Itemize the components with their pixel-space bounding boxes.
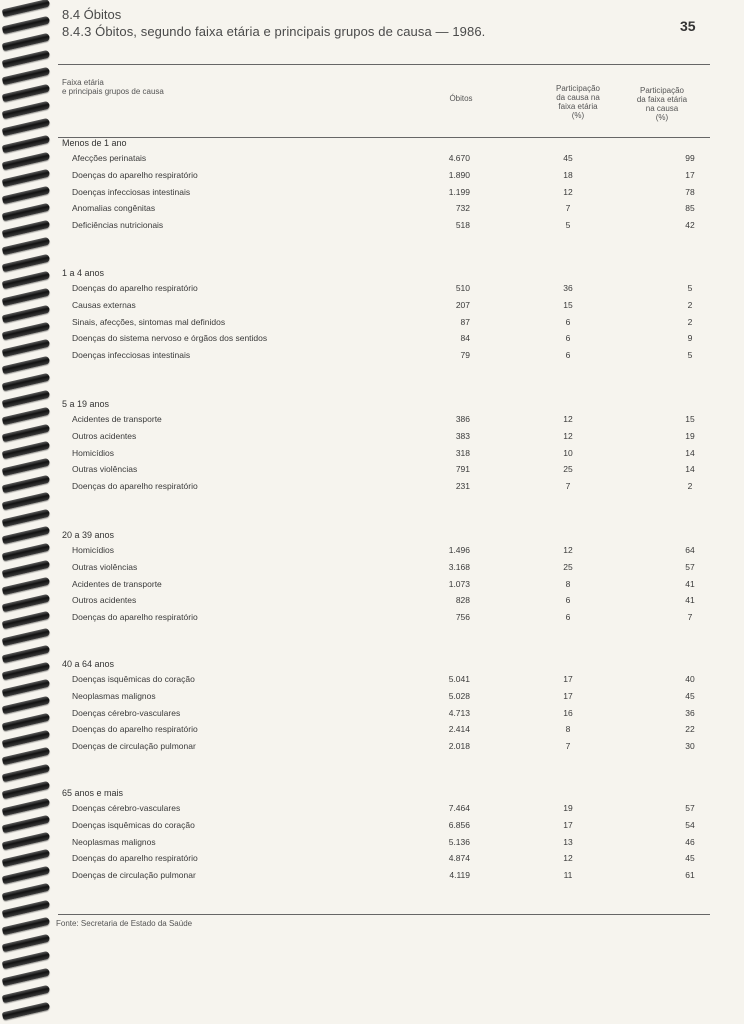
obitos-cell: 383 — [455, 430, 470, 441]
pct-faixa-cell: 41 — [685, 595, 695, 606]
age-group-heading: 20 a 39 anos — [62, 530, 115, 540]
pct-causa-cell: 5 — [565, 220, 571, 231]
binding-ring — [2, 101, 51, 120]
binding-ring — [2, 67, 51, 86]
obitos-cell: 518 — [455, 220, 470, 231]
obitos-cell: 4.119 — [449, 870, 470, 881]
obitos-cell: 5.028 — [448, 690, 470, 701]
pct-faixa-cell: 2 — [687, 481, 693, 492]
obitos-cell: 7.464 — [448, 803, 470, 813]
pct-causa-cell: 25 — [563, 464, 573, 475]
obitos-cell: 84 — [460, 333, 470, 344]
cause-cell: Sinais, afecções, sintomas mal definidos — [72, 316, 226, 327]
pct-faixa-cell: 2 — [687, 299, 693, 310]
pct-faixa-cell: 15 — [685, 414, 695, 424]
table-row — [0, 481, 744, 497]
binding-ring — [2, 526, 51, 545]
cause-cell: Doenças de circulação pulmonar — [72, 870, 196, 881]
obitos-cell: 3.168 — [448, 561, 470, 572]
pct-faixa-cell: 99 — [685, 153, 695, 163]
age-group-heading: 5 a 19 anos — [62, 399, 110, 409]
table-row — [0, 220, 744, 236]
binding-ring — [2, 934, 51, 953]
pct-causa-cell: 36 — [563, 283, 573, 293]
binding-ring — [2, 373, 51, 392]
binding-ring — [2, 764, 51, 783]
obitos-cell: 2.018 — [448, 741, 470, 752]
obitos-cell: 756 — [455, 612, 470, 623]
pct-faixa-cell: 5 — [687, 283, 693, 293]
pct-causa-cell: 17 — [563, 690, 573, 701]
table-row — [0, 283, 744, 299]
pct-causa-cell: 12 — [563, 545, 573, 555]
pct-causa-cell: 12 — [563, 853, 573, 864]
binding-ring — [2, 50, 51, 69]
pct-faixa-cell: 64 — [685, 545, 695, 555]
cause-cell: Acidentes de transporte — [72, 414, 162, 424]
footer-rule — [58, 914, 710, 915]
binding-ring — [2, 781, 51, 800]
table-row — [0, 612, 744, 628]
binding-ring — [2, 628, 51, 647]
column-header-line: Faixa etária — [62, 78, 104, 87]
obitos-cell: 386 — [455, 414, 470, 424]
header-rule — [58, 64, 710, 65]
table-row — [0, 333, 744, 349]
pct-causa-cell: 18 — [563, 169, 573, 180]
cause-cell: Doenças cérebro-vasculares — [72, 803, 181, 813]
cause-cell: Outros acidentes — [72, 595, 137, 606]
table-row — [0, 300, 744, 316]
cause-cell: Causas externas — [72, 299, 136, 310]
cause-cell: Doenças isquêmicas do coração — [72, 819, 195, 830]
column-header-cause — [62, 78, 262, 96]
pct-causa-cell: 12 — [563, 430, 573, 441]
pct-faixa-cell: 45 — [685, 690, 695, 701]
table-row — [0, 545, 744, 561]
cause-cell: Neoplasmas malignos — [72, 690, 156, 701]
pct-causa-cell: 12 — [563, 414, 573, 424]
pct-causa-cell: 6 — [565, 316, 571, 327]
binding-ring — [2, 0, 51, 17]
table-row — [0, 724, 744, 740]
column-header-line: Óbitos — [449, 94, 473, 103]
cause-cell: Outras violências — [72, 561, 138, 572]
pct-faixa-cell: 61 — [685, 870, 695, 881]
pct-faixa-cell: 40 — [685, 674, 695, 684]
cause-cell: Neoplasmas malignos — [72, 836, 156, 847]
pct-causa-cell: 25 — [563, 561, 573, 572]
column-header-pct-causa — [540, 84, 616, 120]
binding-ring — [2, 900, 51, 919]
obitos-cell: 318 — [455, 447, 470, 458]
pct-faixa-cell: 54 — [685, 819, 695, 830]
table-row — [0, 595, 744, 611]
column-header-line: Participação — [555, 84, 601, 93]
table-row — [0, 674, 744, 690]
pct-faixa-cell: 22 — [685, 724, 695, 735]
column-header-line: e principais grupos de causa — [62, 87, 164, 96]
column-header-line: Participação — [639, 86, 685, 95]
binding-ring — [2, 985, 51, 1004]
section-heading: 8.4 Óbitos — [62, 7, 122, 22]
binding-ring — [2, 237, 51, 256]
table-row — [0, 448, 744, 464]
column-header-rule — [58, 137, 710, 138]
column-header-pct-faixa — [622, 86, 702, 122]
pct-causa-cell: 17 — [563, 819, 573, 830]
pct-faixa-cell: 30 — [685, 741, 695, 752]
table-row — [0, 870, 744, 886]
table-row — [0, 203, 744, 219]
pct-faixa-cell: 46 — [685, 836, 695, 847]
pct-faixa-cell: 14 — [685, 447, 695, 458]
table-row — [0, 317, 744, 333]
pct-causa-cell: 12 — [563, 186, 573, 197]
binding-ring — [2, 135, 51, 154]
binding-ring — [2, 390, 51, 409]
pct-faixa-cell: 45 — [685, 853, 695, 864]
binding-ring — [2, 509, 51, 528]
pct-causa-cell: 7 — [565, 481, 571, 492]
pct-causa-cell: 6 — [565, 333, 571, 344]
obitos-cell: 828 — [455, 595, 470, 606]
column-header-line: da faixa etária — [636, 95, 688, 104]
binding-ring — [2, 84, 51, 103]
pct-causa-cell: 6 — [565, 595, 571, 606]
pct-causa-cell: 11 — [563, 870, 573, 881]
cause-cell: Afecções perinatais — [72, 153, 147, 163]
pct-causa-cell: 16 — [563, 707, 573, 718]
pct-faixa-cell: 78 — [685, 186, 695, 197]
age-group-heading: Menos de 1 ano — [62, 138, 127, 148]
cause-cell: Doenças infecciosas intestinais — [72, 350, 191, 361]
pct-faixa-cell: 42 — [685, 220, 695, 231]
binding-ring — [2, 254, 51, 273]
table-row — [0, 741, 744, 757]
pct-faixa-cell: 57 — [685, 803, 695, 813]
cause-cell: Doenças do aparelho respiratório — [72, 283, 198, 293]
cause-cell: Outros acidentes — [72, 430, 137, 441]
obitos-cell: 231 — [455, 481, 470, 492]
pct-causa-cell: 10 — [563, 447, 573, 458]
table-row — [0, 414, 744, 430]
table-row — [0, 579, 744, 595]
table-row — [0, 820, 744, 836]
cause-cell: Doenças do aparelho respiratório — [72, 853, 198, 864]
table-row — [0, 187, 744, 203]
binding-ring — [2, 917, 51, 936]
column-header-line: (%) — [571, 111, 585, 120]
obitos-cell: 510 — [455, 283, 470, 293]
binding-ring — [2, 645, 51, 664]
pct-causa-cell: 45 — [563, 153, 573, 163]
cause-cell: Homicídios — [72, 447, 115, 458]
cause-cell: Outras violências — [72, 464, 138, 475]
obitos-cell: 1.073 — [448, 578, 470, 589]
table-row — [0, 170, 744, 186]
cause-cell: Doenças do aparelho respiratório — [72, 481, 198, 492]
pct-faixa-cell: 9 — [687, 333, 693, 344]
age-group-heading: 65 anos e mais — [62, 788, 124, 798]
obitos-cell: 1.890 — [448, 169, 470, 180]
obitos-cell: 4.874 — [448, 853, 470, 864]
pct-faixa-cell: 14 — [685, 464, 695, 475]
cause-cell: Homicídios — [72, 545, 115, 555]
obitos-cell: 5.041 — [448, 674, 470, 684]
age-group-heading: 40 a 64 anos — [62, 659, 115, 669]
cause-cell: Doenças do aparelho respiratório — [72, 169, 198, 180]
table-row — [0, 853, 744, 869]
table-row — [0, 431, 744, 447]
obitos-cell: 2.414 — [448, 724, 470, 735]
column-header-obitos — [432, 94, 490, 103]
pct-causa-cell: 8 — [565, 578, 571, 589]
cause-cell: Deficiências nutricionais — [72, 220, 164, 231]
age-group-heading: 1 a 4 anos — [62, 268, 105, 278]
cause-cell: Doenças isquêmicas do coração — [72, 674, 195, 684]
table-row — [0, 350, 744, 366]
column-header-line: da causa na — [556, 93, 600, 102]
table-row — [0, 691, 744, 707]
column-header-line: (%) — [655, 113, 669, 122]
cause-cell: Doenças do aparelho respiratório — [72, 724, 198, 735]
pct-faixa-cell: 36 — [685, 707, 695, 718]
table-row — [0, 837, 744, 853]
pct-causa-cell: 7 — [565, 203, 571, 214]
cause-cell: Doenças cérebro-vasculares — [72, 707, 181, 718]
obitos-cell: 87 — [460, 316, 470, 327]
pct-causa-cell: 6 — [565, 350, 571, 361]
table-row — [0, 562, 744, 578]
pct-causa-cell: 13 — [563, 836, 573, 847]
pct-causa-cell: 15 — [563, 299, 573, 310]
binding-ring — [2, 33, 51, 52]
table-row — [0, 708, 744, 724]
binding-ring — [2, 118, 51, 137]
page-number: 35 — [680, 18, 696, 34]
cause-cell: Doenças do sistema nervoso e órgãos dos sentidos — [72, 333, 268, 344]
binding-ring — [2, 968, 51, 987]
cause-cell: Acidentes de transporte — [72, 578, 162, 589]
table-row — [0, 153, 744, 169]
binding-ring — [2, 16, 51, 35]
cause-cell: Anomalias congênitas — [72, 203, 156, 214]
obitos-cell: 1.199 — [448, 186, 470, 197]
pct-causa-cell: 6 — [565, 612, 571, 623]
pct-causa-cell: 17 — [563, 674, 573, 684]
obitos-cell: 207 — [455, 299, 470, 310]
pct-faixa-cell: 17 — [685, 169, 695, 180]
pct-causa-cell: 19 — [563, 803, 573, 813]
pct-faixa-cell: 85 — [685, 203, 695, 214]
column-header-line: na causa — [645, 104, 679, 113]
binding-ring — [2, 1002, 51, 1021]
obitos-cell: 732 — [455, 203, 470, 214]
obitos-cell: 1.496 — [448, 545, 470, 555]
pct-faixa-cell: 19 — [685, 430, 695, 441]
pct-faixa-cell: 7 — [687, 612, 693, 623]
obitos-cell: 79 — [460, 350, 470, 361]
table-title: 8.4.3 Óbitos, segundo faixa etária e principais grupos de causa — 1986. — [62, 24, 486, 39]
obitos-cell: 4.670 — [448, 153, 470, 163]
pct-causa-cell: 7 — [565, 741, 571, 752]
pct-faixa-cell: 5 — [687, 350, 693, 361]
pct-faixa-cell: 41 — [685, 578, 695, 589]
source-note: Fonte: Secretaria de Estado da Saúde — [56, 919, 193, 928]
obitos-cell: 5.136 — [448, 836, 470, 847]
pct-faixa-cell: 57 — [685, 561, 695, 572]
cause-cell: Doenças de circulação pulmonar — [72, 741, 196, 752]
cause-cell: Doenças infecciosas intestinais — [72, 186, 191, 197]
binding-ring — [2, 951, 51, 970]
column-header-line: faixa etária — [558, 102, 598, 111]
table-row — [0, 464, 744, 480]
obitos-cell: 791 — [455, 464, 470, 475]
obitos-cell: 4.713 — [448, 707, 470, 718]
pct-faixa-cell: 2 — [687, 316, 693, 327]
table-row — [0, 803, 744, 819]
cause-cell: Doenças do aparelho respiratório — [72, 612, 198, 623]
obitos-cell: 6.856 — [448, 819, 470, 830]
pct-causa-cell: 8 — [565, 724, 571, 735]
